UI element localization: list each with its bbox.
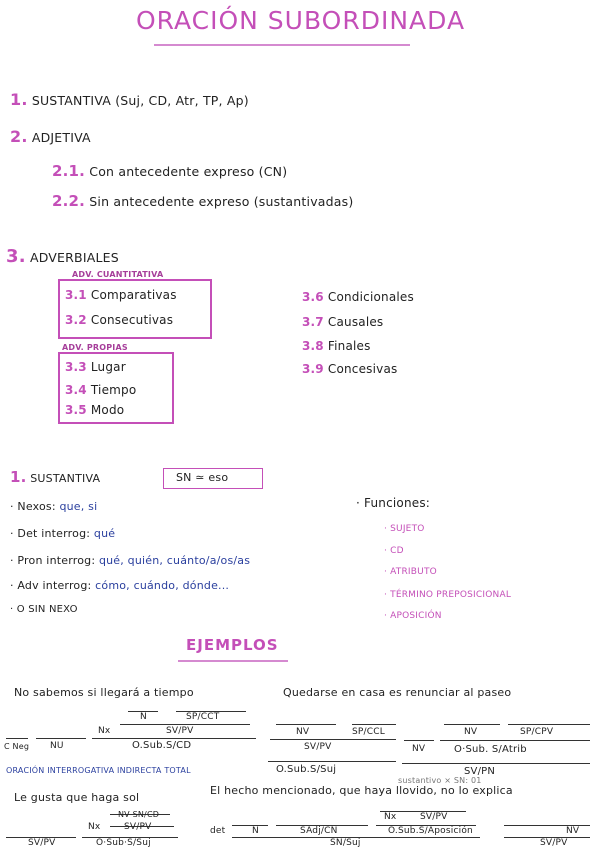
ex1-line-nu	[36, 738, 86, 739]
item-3-4	[65, 383, 136, 397]
item-3-9	[302, 362, 397, 376]
item-3-4-label: Tiempo	[90, 383, 137, 397]
ex2-spccl: SP/CCL	[352, 727, 385, 737]
ex2-line-svpv	[270, 739, 396, 740]
item-3-8-label: Finales	[327, 339, 371, 353]
ex4-det: det	[210, 826, 226, 836]
sustantiva-heading	[10, 468, 100, 486]
ejemplos-title: EJEMPLOS	[186, 636, 279, 654]
ejemplos-underline	[178, 660, 288, 662]
item-3-1-number: 3.1	[65, 288, 87, 302]
ex4-svpv2: SV/PV	[540, 838, 568, 848]
ex3-sentence: Le gusta que haga sol	[14, 791, 140, 804]
item-3-3-number: 3.3	[65, 360, 87, 374]
section-1-number: 1.	[10, 90, 28, 109]
ex1-nu: NU	[50, 741, 64, 751]
ex1-line-svpv	[120, 724, 250, 725]
ex2-nv2: NV	[464, 727, 478, 737]
nexos-value: que, si	[59, 500, 98, 513]
ex1-osub: O.Sub.S/CD	[132, 740, 192, 751]
ex1-spcct: SP/CCT	[186, 712, 220, 722]
item-3-1-label: Comparativas	[90, 288, 177, 302]
item-3-6-label: Condicionales	[327, 290, 414, 304]
ex3-svpv2: SV/PV	[28, 838, 56, 848]
adv-propias-label: ADV. PROPIAS	[62, 343, 128, 352]
section-2-1-number: 2.1.	[52, 162, 86, 180]
ex3-osub: O·Sub·S/Suj	[96, 838, 151, 848]
adv-cuantitativa-label: ADV. CUANTITATIVA	[72, 270, 164, 279]
ex4-nx: Nx	[384, 812, 397, 822]
section-2-2-number: 2.2.	[52, 192, 86, 210]
item-3-2-number: 3.2	[65, 313, 87, 327]
ex4-note: sustantivo × SN: 01	[398, 776, 482, 785]
ex1-svpv: SV/PV	[166, 726, 194, 736]
ex3-nvsnsuj: NV SN/CD	[118, 810, 160, 819]
section-3	[6, 246, 119, 267]
section-2-1	[52, 162, 287, 180]
item-3-7	[302, 315, 383, 329]
ex2-line-spccl	[352, 724, 396, 725]
ex4-nv: NV	[566, 826, 580, 836]
ex2-line-nv3	[404, 740, 434, 741]
ex1-note: ORACIÓN INTERROGATIVA INDIRECTA TOTAL	[6, 766, 191, 775]
ex4-snsuj: SN/Suj	[330, 838, 361, 848]
ex2-svpn: SV/PN	[464, 766, 496, 777]
ex1-sentence: No sabemos si llegará a tiempo	[14, 686, 194, 699]
section-2-2-label: Sin antecedente expreso (sustantivadas)	[89, 194, 354, 209]
section-2-1-label: Con antecedente expreso (CN)	[89, 164, 288, 179]
ex1-nx: Nx	[98, 726, 111, 736]
ex2-spcpv: SP/CPV	[520, 727, 554, 737]
ex2-line-nv1	[276, 724, 336, 725]
ex3-nx: Nx	[88, 822, 101, 832]
adv-line	[10, 579, 229, 592]
item-3-3	[65, 360, 126, 374]
item-3-6-number: 3.6	[302, 290, 324, 304]
item-3-9-number: 3.9	[302, 362, 324, 376]
sn-eso: SN ≃ eso	[176, 471, 229, 484]
page-title: ORACIÓN SUBORDINADA	[135, 6, 466, 35]
pron-label: · Pron interrog:	[10, 554, 96, 567]
pron-value: qué, quién, cuánto/a/os/as	[98, 554, 251, 567]
funcion-termino: · TÉRMINO PREPOSICIONAL	[384, 590, 512, 600]
ex2-line-osubatr	[440, 740, 590, 741]
item-3-6	[302, 290, 414, 304]
ex2-sentence: Quedarse en casa es renunciar al paseo	[283, 686, 512, 699]
funcion-cd: · CD	[384, 546, 404, 556]
ex3-svpv: SV/PV	[124, 822, 152, 832]
section-1-label: SUSTANTIVA (Suj, CD, Atr, TP, Ap)	[31, 93, 249, 108]
det-line	[10, 527, 115, 540]
ex2-line-svpn	[402, 763, 590, 764]
sin-nexo: · O SIN NEXO	[10, 604, 78, 615]
ex2-nv1: NV	[296, 727, 310, 737]
adv-value: cómo, cuándo, dónde...	[95, 579, 230, 592]
sustantiva-number: 1.	[10, 468, 27, 486]
item-3-1	[65, 288, 177, 302]
ex4-line-n	[232, 825, 268, 826]
ex4-n: N	[252, 826, 259, 836]
funcion-aposicion: · APOSICIÓN	[384, 611, 442, 621]
section-2-label: ADJETIVA	[31, 130, 91, 145]
ex2-nv3: NV	[412, 744, 426, 754]
title-underline	[154, 44, 410, 46]
section-3-number: 3.	[6, 246, 26, 267]
item-3-7-number: 3.7	[302, 315, 324, 329]
ex4-osubap: O.Sub.S/Aposición	[388, 826, 473, 836]
pron-line	[10, 554, 250, 567]
item-3-5	[65, 403, 124, 417]
section-1	[10, 90, 249, 109]
item-3-3-label: Lugar	[90, 360, 126, 374]
funcion-atributo: · ATRIBUTO	[384, 567, 437, 577]
item-3-5-label: Modo	[90, 403, 125, 417]
adv-label: · Adv interrog:	[10, 579, 92, 592]
ex2-svpv: SV/PV	[304, 742, 332, 752]
ex2-osub: O.Sub.S/Suj	[276, 764, 337, 775]
det-label: · Det interrog:	[10, 527, 91, 540]
ex4-sentence: El hecho mencionado, que haya llovido, no lo explica	[210, 784, 513, 797]
funcion-sujeto: · SUJETO	[384, 524, 425, 534]
ex1-cneg: C Neg	[4, 742, 30, 751]
ex1-n: N	[140, 712, 147, 722]
item-3-2	[65, 313, 173, 327]
item-3-4-number: 3.4	[65, 383, 87, 397]
nexos-line	[10, 500, 97, 513]
section-3-label: ADVERBIALES	[29, 250, 119, 265]
ex1-line-cneg	[6, 738, 28, 739]
item-3-5-number: 3.5	[65, 403, 87, 417]
section-2-number: 2.	[10, 127, 28, 146]
ex4-svpv: SV/PV	[420, 812, 448, 822]
nexos-label: · Nexos:	[10, 500, 56, 513]
det-value: qué	[93, 527, 116, 540]
sustantiva-label: SUSTANTIVA	[30, 472, 101, 485]
item-3-8-number: 3.8	[302, 339, 324, 353]
section-2	[10, 127, 91, 146]
item-3-9-label: Concesivas	[327, 362, 398, 376]
ex1-line-osub	[92, 738, 256, 739]
item-3-8	[302, 339, 371, 353]
ex2-line-osub	[268, 761, 396, 762]
ex2-osubatr: O·Sub. S/Atrib	[454, 744, 527, 755]
item-3-7-label: Causales	[327, 315, 384, 329]
ex2-line-nv2	[444, 724, 500, 725]
section-2-2	[52, 192, 353, 210]
ex4-sadjcn: SAdj/CN	[300, 826, 338, 836]
item-3-2-label: Consecutivas	[90, 313, 174, 327]
ex2-line-spcpv	[508, 724, 590, 725]
funciones-label: · Funciones:	[356, 496, 431, 510]
